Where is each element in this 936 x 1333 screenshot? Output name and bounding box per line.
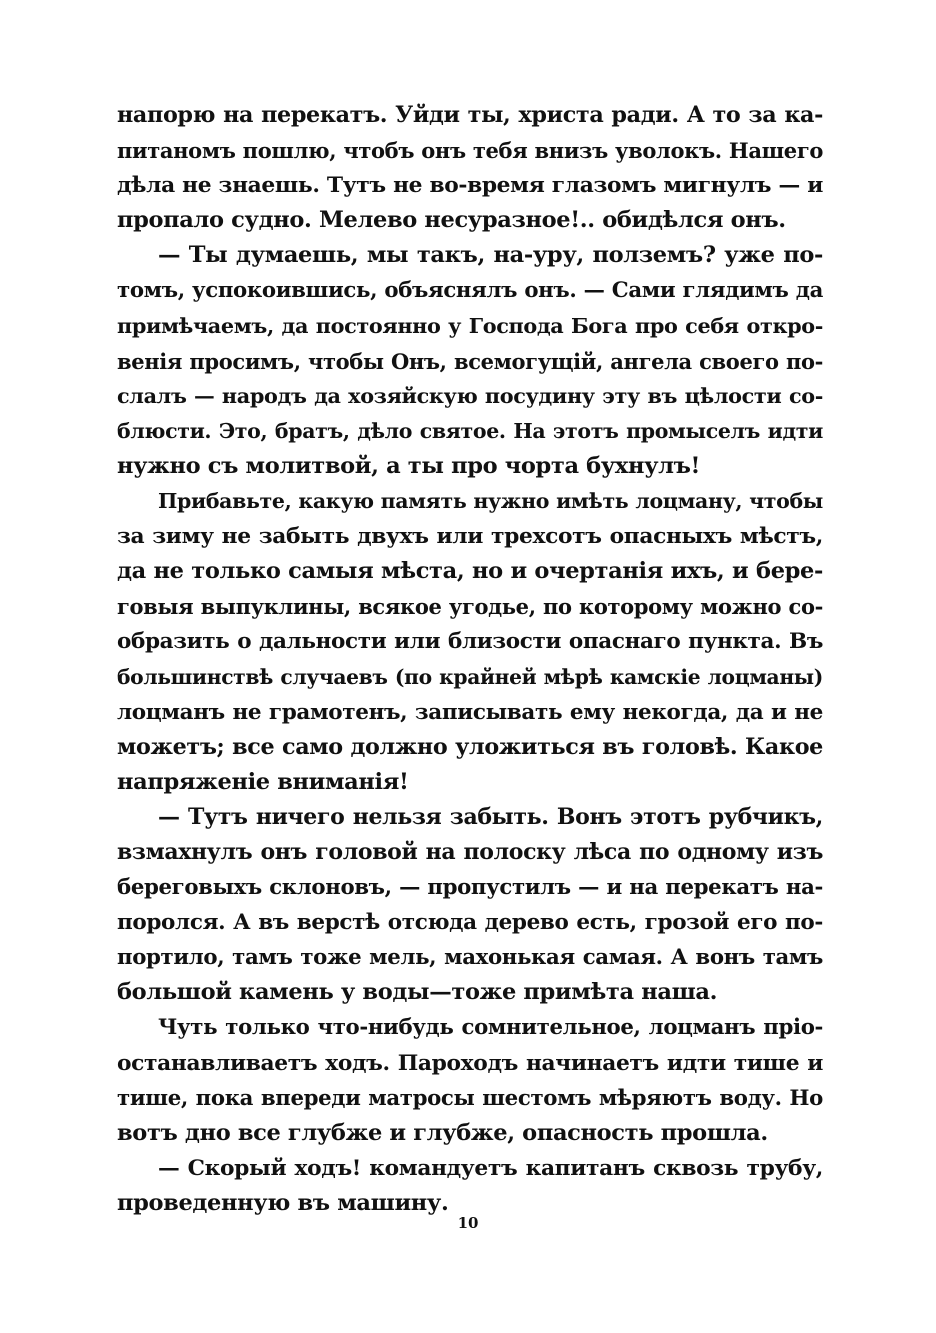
text-line: говыя выпуклины, всякое угодье, по которому можно со- [117,594,823,620]
text-line: нужно съ молитвой, а ты про чорта бухнулъ! [117,452,701,479]
text-line: да не только самыя мѣста, но и очертанія ихъ, и бере- [117,558,823,585]
text-line: береговыхъ склоновъ, — пропустилъ — и на перекатъ на- [117,875,823,901]
text-line: слалъ — народъ да хозяйскую посудину эту въ цѣлости со- [117,383,823,408]
text-line: примѣчаемъ, да постоянно у Господа Бога про себя откро- [117,313,823,338]
text-line: останавливаетъ ходъ. Пароходъ начинаетъ идти тише и [117,1050,823,1076]
text-line: лоцманъ не грамотенъ, записывать ему некогда, да и не [117,699,823,725]
text-line: образить о дальности или близости опаснаго пункта. Въ [117,629,823,655]
text-line: большой камень у воды—тоже примѣта наша. [117,979,718,1006]
text-line: Чуть только что-нибудь сомнительное, лоцманъ пріо- [158,1015,823,1041]
text-line: поролся. А въ верстѣ отсюда дерево есть, грозой его по- [117,910,823,936]
text-line: напряженіе вниманія! [117,768,409,795]
text-line: — Скорый ходъ! командуетъ капитанъ сквозь трубу, [158,1155,823,1181]
text-line: — Тутъ ничего нельзя забыть. Вонъ этотъ рубчикъ, [158,803,823,830]
text-line: тише, пока впереди матросы шестомъ мѣряютъ воду. Но [117,1085,823,1111]
text-line: — Ты думаешь, мы такъ, на-уру, полземъ? уже по- [158,242,823,269]
text-line: большинствѣ случаевъ (по крайней мѣрѣ камскіе лоцманы) [117,664,823,689]
text-line: Прибавьте, какую память нужно имѣть лоцману, чтобы [158,489,823,514]
text-line: портило, тамъ тоже мель, махонькая самая. А вонъ тамъ [117,945,823,971]
page-number: 10 [457,1214,479,1232]
text-line: вотъ дно все глубже и глубже, опасность прошла. [117,1119,768,1146]
text-line: взмахнулъ онъ головой на полоску лѣса по одному изъ [117,838,823,865]
text-line: пропало судно. Мелево несуразное!.. обидѣлся онъ. [117,207,786,234]
text-line: дѣла не знаешь. Тутъ не во-время глазомъ мигнулъ — и [117,173,823,199]
text-line: питаномъ пошлю, чтобъ онъ тебя внизъ уволокъ. Нашего [117,138,823,164]
text-line: венія просимъ, чтобы Онъ, всемогущій, ангела своего по- [117,348,823,374]
text-line: томъ, успокоившись, объяснялъ онъ. — Сами глядимъ да [117,278,823,304]
text-line: блюсти. Это, братъ, дѣло святое. На этотъ промыселъ идти [117,418,823,443]
text-line: проведенную въ машину. [117,1189,449,1216]
text-line: можетъ; все само должно уложиться въ головѣ. Какое [117,733,823,760]
text-line: напорю на перекатъ. Уйди ты, христа ради. А то за ка- [117,102,823,128]
text-line: за зиму не забыть двухъ или трехсотъ опасныхъ мѣстъ, [117,524,823,550]
body-text [117,98,823,1221]
